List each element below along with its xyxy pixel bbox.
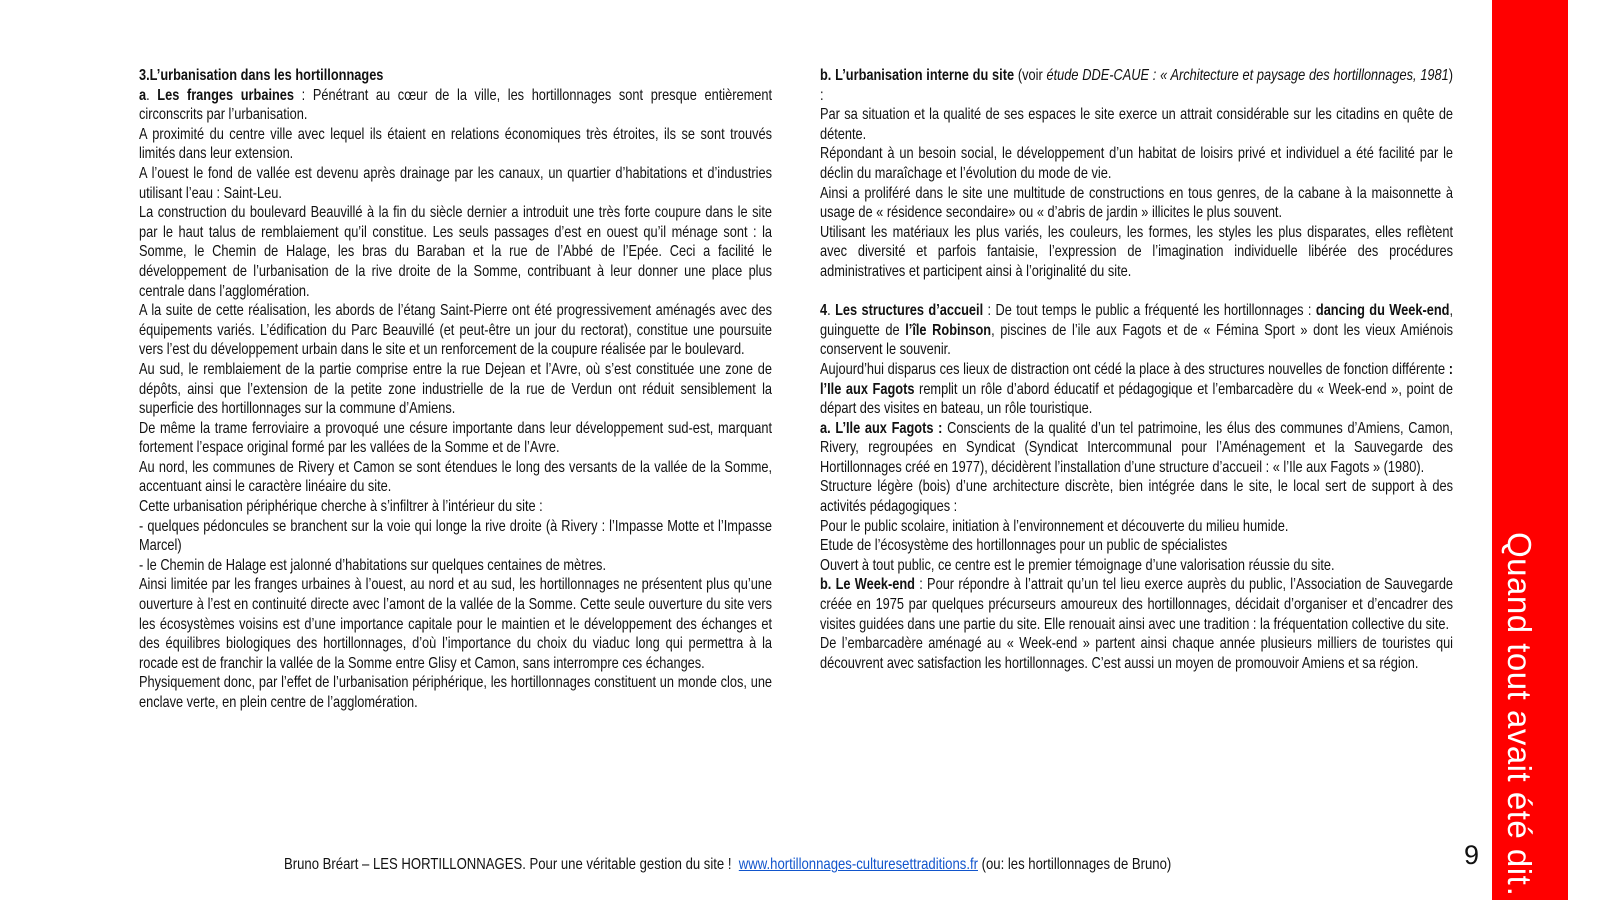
text-run: Etude de l’écosystème des hortillonnages pour un public de spécialistes: [820, 537, 1228, 555]
bold-text: b. L’urbanisation interne du site: [820, 67, 1015, 84]
text-run: remplit un rôle d’abord éducatif et pédagogique et l’embarcadère du « Week-end », point de départ des visites en bateau, un rôle touristique.: [820, 380, 1454, 418]
paragraph: [820, 360, 1453, 419]
italic-text: étude DDE-CAUE : « Architecture et paysage des hortillonnages, 1981: [1046, 67, 1449, 84]
paragraph: [820, 634, 1453, 673]
text-run: Ouvert à tout public, ce centre est le premier témoignage d’une valorisation réussie du site.: [820, 556, 1335, 574]
paragraph: [820, 556, 1453, 576]
footer-suffix: (ou: les hortillonnages de Bruno): [981, 856, 1172, 873]
text-run: Ainsi a proliféré dans le site une multitude de constructions en tous genres, de la cabane à la maisonnette à usage de « résidence secondaire» ou « d’abris de jardin » illicites le plus souvent.: [820, 184, 1454, 222]
text-run: .: [146, 86, 158, 104]
bold-text: 4: [820, 302, 828, 320]
text-run: : Pénétrant au cœur de la ville, les hortillonnages sont presque entièrement circonscrits par l’urbanisation.: [139, 86, 773, 124]
text-run: (voir: [1014, 67, 1047, 84]
paragraph: [139, 419, 772, 458]
text-run: .: [827, 302, 836, 320]
text-run: Ainsi limitée par les franges urbaines à l’ouest, au nord et au sud, les hortillonnages ne présentent plus qu’une ouverture à l’est en continuité directe avec l’amont de la vallée de la Somme. Cette seule ouverture du site vers les écosystèmes voisins est d’une importance capitale pour le maintien et le développement des échanges et des équilibres biologiques des hortillonnages, d’où l’importance du choix du viaduc long qui permettra à la rocade est de franchir la vallée de la Somme entre Glisy et Camon, sans interrompre ces échanges.: [139, 576, 773, 672]
text-run: , guinguette de: [820, 302, 1454, 339]
side-banner-text: Quand tout avait été dit…: [1501, 532, 1538, 919]
text-run: Répondant à un besoin social, le développement d’un habitat de loisirs privé et individuel a été facilité par le déclin du maraîchage et l’évolution du mode de vie.: [820, 145, 1454, 182]
text-run: : De tout temps le public a fréquenté les hortillonnages :: [983, 302, 1316, 320]
paragraph: [139, 203, 772, 301]
paragraph: [139, 458, 772, 497]
paragraph: [820, 223, 1453, 282]
paragraph: [139, 301, 772, 360]
paragraph: [820, 282, 1453, 302]
paragraph: [139, 497, 772, 517]
bold-text: : l’Ile aux Fagots: [820, 360, 1454, 398]
text-run: Conscients de la qualité d’un tel patrimoine, les élus des communes d’Amiens, Camon, Rivery, regroupées en Syndicat (Syndicat Intercommunal pour l’Aménagement et la Sauvegarde des Hortillonnages créé en 1977), décidèrent l’installation d’une structure d’accueil : « l’Ile aux Fagots » (1980).: [820, 419, 1454, 476]
bold-text: dancing du Week-end: [1315, 302, 1450, 320]
text-run: De même la trame ferroviaire a provoqué une césure importante dans leur développement sud-est, marquant fortement l’espace original formé par les vallées de la Somme et de l’Avre.: [139, 419, 773, 457]
bold-text: a. L’Ile aux Fagots :: [820, 419, 943, 437]
bold-text: 3.L’urbanisation dans les hortillonnages: [139, 67, 384, 84]
bold-text: Les structures d’accueil: [835, 302, 984, 320]
text-run: A proximité du centre ville avec lequel ils étaient en relations économiques très étroites, ils se sont trouvés limités dans leur extension.: [139, 125, 773, 163]
text-run: A l’ouest le fond de vallée est devenu après drainage par les canaux, un quartier d’habitations et d’industries utilisant l’eau : Saint-Leu.: [139, 164, 773, 202]
paragraph: [820, 575, 1453, 634]
left-column: [139, 66, 772, 713]
paragraph: [820, 66, 1453, 105]
paragraph: [820, 105, 1453, 144]
text-run: Cette urbanisation périphérique cherche à s’infiltrer à l’intérieur du site :: [139, 498, 543, 516]
paragraph: [139, 556, 772, 576]
footer-link[interactable]: www.hortillonnages-culturesettraditions.fr: [738, 856, 978, 873]
text-run: , piscines de l’ile aux Fagots et de « Fémina Sport » dont les vieux Amiénois conservent le souvenir.: [820, 321, 1454, 359]
bold-text: l’île Robinson: [905, 321, 992, 339]
right-column: [820, 66, 1453, 673]
text-run: Aujourd’hui disparus ces lieux de distraction ont cédé la place à des structures nouvelles de fonction différente: [820, 360, 1449, 378]
paragraph: [139, 164, 772, 203]
text-run: Physiquement donc, par l’effet de l’urbanisation périphérique, les hortillonnages constituent un monde clos, une enclave verte, en plein centre de l’agglomération.: [139, 674, 773, 711]
footer: [284, 856, 1219, 874]
paragraph: [139, 575, 772, 673]
page-number: 9: [1464, 840, 1480, 870]
text-run: Au sud, le remblaiement de la partie comprise entre la rue Dejean et l’Avre, où s’est constituée une zone de dépôts, ainsi que l’extension de la petite zone industrielle de la rue de Verdun ont réduit sensiblement la superficie des hortillonnages sur la commune d’Amiens.: [139, 360, 773, 418]
text-run: - le Chemin de Halage est jalonné d’habitations sur quelques centaines de mètres.: [139, 556, 607, 574]
paragraph: [820, 301, 1453, 360]
text-run: De l’embarcadère aménagé au « Week-end » partent ainsi chaque année plusieurs milliers de touristes qui découvrent avec satisfaction les hortillonnages. C’est aussi un moyen de promouvoir Amiens et sa région.: [820, 635, 1454, 672]
paragraph: [820, 517, 1453, 537]
bold-text: a: [139, 86, 147, 104]
paragraph: [139, 517, 772, 556]
text-run: A la suite de cette réalisation, les abords de l’étang Saint-Pierre ont été progressivement aménagés avec des équipements variés. L’édification du Parc Beauvillé (et peut-être un jour du rectorat), constitue une poursuite vers l’est du développement urbain dans le site et un renforcement de la coupure réalisée par le boulevard.: [139, 302, 773, 359]
paragraph: [820, 477, 1453, 516]
text-run: Par sa situation et la qualité de ses espaces le site exerce un attrait considérable sur les citadins en quête de détente.: [820, 106, 1454, 143]
paragraph: [820, 419, 1453, 478]
text-run: Structure légère (bois) d’une architecture discrète, bien intégrée dans le site, le local sert de support à des activités pédagogiques :: [820, 478, 1454, 516]
text-run: Utilisant les matériaux les plus variés, les couleurs, les formes, les styles les plus disparates, elles reflètent avec diversité et parfois fantaisie, l’expression de l’imagination individuelle libérée des procédures administratives et participent ainsi à l’originalité du site.: [820, 223, 1454, 280]
paragraph: [139, 673, 772, 712]
paragraph: [139, 86, 772, 125]
text-run: ) :: [820, 67, 1454, 104]
text-run: Au nord, les communes de Rivery et Camon se sont étendues le long des versants de la vallée de la Somme, accentuant ainsi le caractère linéaire du site.: [139, 458, 773, 496]
paragraph: [820, 144, 1453, 183]
bold-text: b. Le Week-end: [820, 576, 915, 594]
paragraph: [139, 125, 772, 164]
text-run: La construction du boulevard Beauvillé à la fin du siècle dernier a introduit une très forte coupure dans le site par le haut talus de remblaiement qu’il constitue. Les seuls passages d’est en ouest qu’il ménage sont : la Somme, le Chemin de Halage, les bras du Baraban et la rue de l’Abbé de l’Epée. Ceci a facilité le développement de l’urbanisation de la rive droite de la Somme, contribuant à leur donner une place plus centrale dans l’agglomération.: [139, 204, 773, 300]
paragraph: [820, 536, 1453, 556]
paragraph: [139, 360, 772, 419]
paragraph: [139, 66, 772, 86]
bold-text: Les franges urbaines: [157, 86, 295, 104]
paragraph: [820, 184, 1453, 223]
text-run: Pour le public scolaire, initiation à l’environnement et découverte du milieu humide.: [820, 517, 1289, 535]
footer-text: Bruno Bréart – LES HORTILLONNAGES. Pour une véritable gestion du site !: [284, 856, 732, 873]
text-run: : Pour répondre à l’attrait qu’un tel lieu exerce auprès du public, l’Association de Sauvegarde créée en 1975 par quelques précurseurs amoureux des hortillonnages, décidait d’organiser et d’encadrer des visites guidées dans une partie du site. Elle renouait ainsi avec une tradition : la fréquentation collective du site.: [820, 576, 1454, 633]
text-run: - quelques pédoncules se branchent sur la voie qui longe la rive droite (à Rivery : l’Impasse Motte et l’Impasse Marcel): [139, 517, 773, 555]
